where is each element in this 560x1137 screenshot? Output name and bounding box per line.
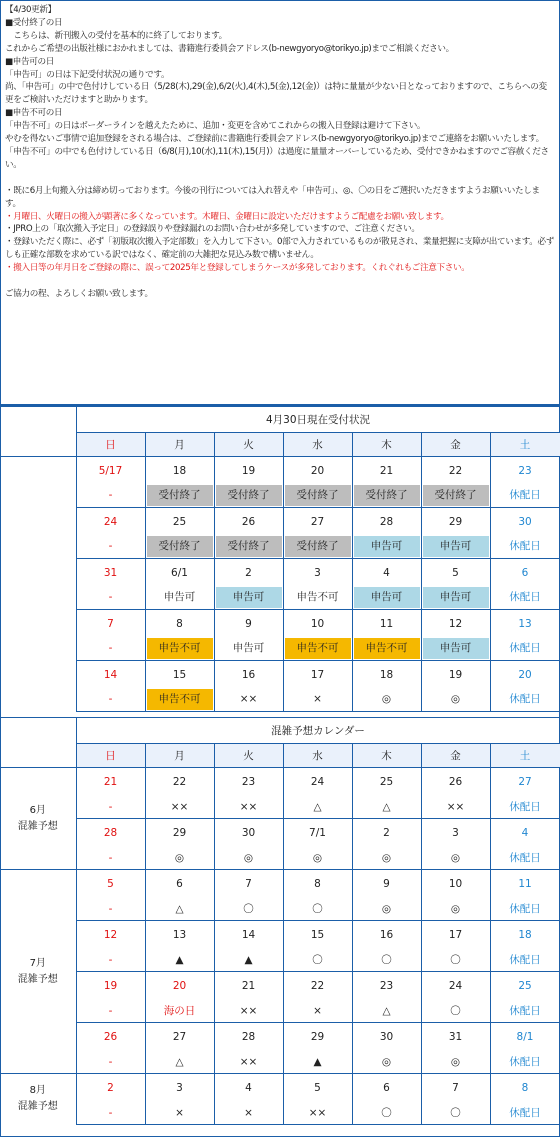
day-forecast: △ — [145, 898, 214, 921]
day-status — [214, 587, 283, 610]
day-number: 22 — [283, 972, 352, 1000]
week-row — [0, 972, 560, 1000]
day-number: 13 — [145, 921, 214, 949]
day-number: 21 — [76, 768, 145, 796]
day-forecast: △ — [352, 796, 421, 819]
day-forecast: ◎ — [352, 898, 421, 921]
week-status-row — [0, 485, 560, 508]
day-number: 28 — [214, 1023, 283, 1051]
week-status-row — [0, 1000, 560, 1023]
day-forecast: - — [76, 796, 145, 819]
day-number: 11 — [490, 870, 560, 898]
week-row — [0, 1074, 560, 1102]
day-number: 30 — [490, 508, 560, 536]
day-forecast: 休配日 — [490, 847, 560, 870]
status-badge: ◎ — [381, 693, 392, 706]
day-number: 27 — [490, 768, 560, 796]
day-number: 6/1 — [145, 559, 214, 587]
weekday-header: 火 — [214, 744, 283, 768]
day-number: 8 — [283, 870, 352, 898]
day-forecast: ×× — [421, 796, 490, 819]
day-number: 24 — [421, 972, 490, 1000]
day-number: 15 — [145, 661, 214, 689]
status-badge: ◎ — [450, 693, 461, 706]
day-status — [283, 587, 352, 610]
day-status — [214, 536, 283, 559]
day-status — [352, 536, 421, 559]
month-label — [0, 1074, 76, 1125]
day-number: 12 — [421, 610, 490, 638]
day-number: 14 — [214, 921, 283, 949]
day-forecast: 〇 — [421, 1000, 490, 1023]
day-number: 14 — [76, 661, 145, 689]
day-status — [352, 485, 421, 508]
day-number: 7 — [214, 870, 283, 898]
week-status-row — [0, 796, 560, 819]
weekday-header: 土 — [490, 433, 560, 457]
notice-line: ・搬入日等の年月日をご登録の際に、誤って2025年と登録してしまうケースが多発しております。くれぐれもご注意下さい。 — [5, 263, 470, 274]
status-badge: 申告可 — [423, 587, 489, 608]
notice-line: ・JPRO上の「取次搬入予定日」の登録誤りや登録漏れのお問い合わせが多発していますので、ご注意ください。 — [5, 224, 420, 235]
day-number: 28 — [352, 508, 421, 536]
week-status-row — [0, 689, 560, 712]
status-badge: 受付終了 — [216, 536, 282, 557]
day-forecast: ◎ — [214, 847, 283, 870]
day-status — [283, 485, 352, 508]
day-number: 18 — [490, 921, 560, 949]
day-number: 9 — [352, 870, 421, 898]
day-number: 29 — [145, 819, 214, 847]
day-number: 6 — [145, 870, 214, 898]
day-forecast: 〇 — [283, 898, 352, 921]
notice-line: 「申告不可」の中でも色付けしている日（6/8(月),10(水),11(木),15(月)）は過度に量量オーバーしているため、受付できかねますのでご容赦ください。 — [5, 146, 549, 170]
week-row — [0, 921, 560, 949]
day-forecast: △ — [145, 1051, 214, 1074]
day-forecast: - — [76, 847, 145, 870]
notice-line: こちらは、新刊搬入の受付を基本的に終了しております。 — [5, 30, 227, 41]
day-status — [490, 536, 560, 559]
notice-line: ・月曜日、火曜日の搬入が顕著に多くなっています。木曜日、金曜日に設定いただけますようご配慮をお願い致します。 — [5, 211, 449, 222]
day-number: 16 — [352, 921, 421, 949]
day-number: 24 — [283, 768, 352, 796]
weekday-header: 金 — [421, 433, 490, 457]
week-status-row — [0, 587, 560, 610]
day-number: 8/1 — [490, 1023, 560, 1051]
day-number: 7 — [76, 610, 145, 638]
month-label — [0, 870, 76, 1074]
day-number: 2 — [214, 559, 283, 587]
notice-line: ■申告可の日 — [5, 56, 54, 67]
day-number: 19 — [76, 972, 145, 1000]
day-number: 12 — [76, 921, 145, 949]
status-badge: ×× — [239, 693, 258, 706]
month-label-line: 混雑予想 — [17, 1101, 58, 1113]
day-forecast: 〇 — [214, 898, 283, 921]
notice-line: 尚、「申告可」の中で色付けしている日（5/28(木),29(金),6/2(火),4(木),5(金),12(金)）は特に量量が少ない日となっておりますので、こちらへの変更をご検討いただけますと助かります。 — [5, 82, 547, 106]
week-row — [0, 819, 560, 847]
day-forecast: 休配日 — [490, 949, 560, 972]
status-badge: 申告不可 — [285, 638, 351, 659]
month-label-line: 8月 — [29, 1085, 46, 1097]
status-badge: - — [108, 540, 113, 553]
week-status-row — [0, 898, 560, 921]
day-forecast: ◎ — [352, 847, 421, 870]
day-number: 13 — [490, 610, 560, 638]
day-number: 31 — [421, 1023, 490, 1051]
reception-status-table — [0, 406, 560, 712]
day-status — [352, 638, 421, 661]
status-badge: 受付終了 — [423, 485, 489, 506]
day-forecast: 〇 — [352, 949, 421, 972]
day-number: 3 — [421, 819, 490, 847]
status-badge: 申告可 — [423, 536, 489, 557]
weekday-header: 土 — [490, 744, 560, 768]
day-forecast: × — [283, 1000, 352, 1023]
notice-line: ■受付終了の日 — [5, 17, 63, 28]
day-forecast: ×× — [214, 1000, 283, 1023]
day-status — [421, 689, 490, 712]
notice-line: ・既に6月上旬搬入分は締め切っております。今後の刊行については入れ替えや「申告可」、◎、〇の日をご選択いただきますようお願いいたします。 — [5, 185, 540, 209]
status-badge: - — [108, 693, 113, 706]
week-row — [0, 508, 560, 536]
day-forecast: 休配日 — [490, 796, 560, 819]
month-label-line: 混雑予想 — [17, 820, 58, 832]
month-label-line: 7月 — [29, 957, 46, 969]
status-badge: 申告可 — [423, 638, 489, 659]
day-status — [283, 638, 352, 661]
notice-line: これからご希望の出版社様におかれましては、書籍進行委員会アドレス(b-newgyoryo@torikyo.jp)までご相談ください。 — [5, 43, 454, 54]
day-number: 11 — [352, 610, 421, 638]
day-status — [214, 689, 283, 712]
weekday-header: 月 — [145, 433, 214, 457]
day-forecast: - — [76, 1051, 145, 1074]
week-status-row — [0, 536, 560, 559]
day-number: 5 — [283, 1074, 352, 1102]
status-badge: 申告可 — [354, 587, 420, 608]
day-number: 16 — [214, 661, 283, 689]
day-number: 18 — [352, 661, 421, 689]
weekday-header: 火 — [214, 433, 283, 457]
status-badge: 申告可 — [232, 642, 265, 655]
notice-line: ・登録いただく際に、必ず「初版取次搬入予定部数」を入力して下さい。0部で入力されているものが散見され、業量把握に支障が出ています。必ずしも正確な部数を求めている訳ではなく、確定前の大雑把な見込み数で構いません。 — [5, 237, 555, 261]
status-badge: 申告不可 — [354, 638, 420, 659]
month-label-line: 混雑予想 — [17, 973, 58, 985]
day-forecast: 休配日 — [490, 1000, 560, 1023]
week-row — [0, 610, 560, 638]
day-status — [490, 689, 560, 712]
day-forecast: × — [214, 1102, 283, 1125]
status-badge: 受付終了 — [147, 485, 213, 506]
notice-line: やむを得ないご事情で追加登録をされる場合は、ご登録前に書籍進行委員会アドレス(b-newgyoryo@torikyo.jp)までご連絡をお願いいたします。 — [5, 134, 544, 145]
month-label — [0, 768, 76, 870]
day-forecast: △ — [352, 1000, 421, 1023]
week-row — [0, 870, 560, 898]
day-number: 4 — [352, 559, 421, 587]
status-badge: - — [108, 591, 113, 604]
day-number: 30 — [352, 1023, 421, 1051]
day-status — [76, 587, 145, 610]
day-number: 25 — [145, 508, 214, 536]
status-badge: 受付終了 — [354, 485, 420, 506]
calendar-title: 4月30日現在受付状況 — [76, 407, 560, 433]
weekday-header: 日 — [76, 433, 145, 457]
status-badge: 休配日 — [509, 591, 541, 604]
day-forecast: 休配日 — [490, 898, 560, 921]
day-forecast: ◎ — [421, 898, 490, 921]
day-number: 20 — [145, 972, 214, 1000]
status-badge: 申告可 — [354, 536, 420, 557]
status-badge: 申告不可 — [147, 638, 213, 659]
day-status — [76, 485, 145, 508]
week-row — [0, 457, 560, 485]
day-number: 2 — [76, 1074, 145, 1102]
status-badge: 休配日 — [509, 540, 541, 553]
day-forecast: - — [76, 898, 145, 921]
status-badge: - — [108, 642, 113, 655]
day-number: 27 — [145, 1023, 214, 1051]
day-status — [352, 587, 421, 610]
day-number: 25 — [352, 768, 421, 796]
week-status-row — [0, 847, 560, 870]
status-badge: 受付終了 — [147, 536, 213, 557]
weekday-header: 水 — [283, 744, 352, 768]
notice-line: ■申告不可の日 — [5, 108, 63, 119]
notice-line — [5, 275, 555, 288]
status-badge: 受付終了 — [216, 485, 282, 506]
day-number: 31 — [76, 559, 145, 587]
day-number: 22 — [145, 768, 214, 796]
day-number: 19 — [421, 661, 490, 689]
status-badge: 受付終了 — [285, 536, 351, 557]
status-badge: 申告可 — [163, 591, 196, 604]
day-number: 23 — [490, 457, 560, 485]
day-number: 22 — [421, 457, 490, 485]
day-forecast: × — [145, 1102, 214, 1125]
day-number: 26 — [214, 508, 283, 536]
day-number: 9 — [214, 610, 283, 638]
week-row — [0, 1023, 560, 1051]
day-number: 27 — [283, 508, 352, 536]
day-status — [490, 485, 560, 508]
day-number: 8 — [145, 610, 214, 638]
day-number: 10 — [283, 610, 352, 638]
day-status — [145, 536, 214, 559]
day-number: 5 — [421, 559, 490, 587]
day-number: 30 — [214, 819, 283, 847]
day-number: 25 — [490, 972, 560, 1000]
status-badge: 休配日 — [509, 642, 541, 655]
day-number: 21 — [214, 972, 283, 1000]
congestion-forecast-table — [0, 717, 560, 1125]
day-number: 10 — [421, 870, 490, 898]
day-status — [421, 536, 490, 559]
day-number: 24 — [76, 508, 145, 536]
day-status — [214, 485, 283, 508]
day-number: 29 — [421, 508, 490, 536]
notice-line: 「申告不可」の日はボーダーラインを越えたために、追加・変更を含めてこれからの搬入日登録は避けて下さい。 — [5, 121, 426, 132]
day-number: 17 — [421, 921, 490, 949]
day-forecast: - — [76, 1102, 145, 1125]
day-forecast: ×× — [214, 1051, 283, 1074]
day-forecast: 休配日 — [490, 1051, 560, 1074]
week-row — [0, 768, 560, 796]
day-status — [76, 638, 145, 661]
status-badge: 受付終了 — [285, 485, 351, 506]
day-forecast: 休配日 — [490, 1102, 560, 1125]
status-badge: 休配日 — [509, 489, 541, 502]
table-corner — [0, 407, 76, 457]
week-row — [0, 661, 560, 689]
day-number: 6 — [352, 1074, 421, 1102]
day-status — [421, 485, 490, 508]
status-badge: 申告不可 — [147, 689, 213, 710]
day-number: 20 — [490, 661, 560, 689]
table-corner — [0, 718, 76, 768]
status-badge: × — [313, 693, 322, 706]
day-number: 23 — [352, 972, 421, 1000]
day-number: 4 — [490, 819, 560, 847]
weekday-header: 月 — [145, 744, 214, 768]
day-number: 3 — [145, 1074, 214, 1102]
day-number: 28 — [76, 819, 145, 847]
day-forecast: - — [76, 1000, 145, 1023]
weekday-header: 水 — [283, 433, 352, 457]
day-number: 29 — [283, 1023, 352, 1051]
week-status-row — [0, 1102, 560, 1125]
day-forecast: ▲ — [214, 949, 283, 972]
day-forecast: ×× — [145, 796, 214, 819]
day-status — [490, 638, 560, 661]
weekday-header: 木 — [352, 433, 421, 457]
day-number: 17 — [283, 661, 352, 689]
day-status — [76, 689, 145, 712]
day-forecast: 〇 — [283, 949, 352, 972]
weekday-header: 金 — [421, 744, 490, 768]
day-status — [76, 536, 145, 559]
day-number: 20 — [283, 457, 352, 485]
day-forecast: 海の日 — [145, 1000, 214, 1023]
day-status — [145, 689, 214, 712]
week-status-row — [0, 638, 560, 661]
status-badge: - — [108, 489, 113, 502]
day-number: 3 — [283, 559, 352, 587]
day-number: 7 — [421, 1074, 490, 1102]
day-number: 6 — [490, 559, 560, 587]
notice-line — [5, 172, 555, 185]
day-status — [283, 536, 352, 559]
day-number: 18 — [145, 457, 214, 485]
update-notice — [1, 1, 559, 404]
day-number: 23 — [214, 768, 283, 796]
day-forecast: ▲ — [145, 949, 214, 972]
week-row — [0, 559, 560, 587]
notice-line: 【4/30更新】 — [5, 5, 56, 15]
day-number: 26 — [421, 768, 490, 796]
day-status — [421, 587, 490, 610]
day-forecast: ◎ — [352, 1051, 421, 1074]
status-badge: 申告不可 — [296, 591, 339, 604]
day-status — [145, 485, 214, 508]
day-number: 8 — [490, 1074, 560, 1102]
day-number: 7/1 — [283, 819, 352, 847]
day-number: 5 — [76, 870, 145, 898]
day-forecast: ▲ — [283, 1051, 352, 1074]
notice-line: 「申告可」の日は下記受付状況の通りです。 — [5, 69, 170, 80]
month-label-line: 6月 — [29, 804, 46, 816]
week-status-row — [0, 949, 560, 972]
day-status — [421, 638, 490, 661]
day-forecast: ×× — [214, 796, 283, 819]
day-forecast: ×× — [283, 1102, 352, 1125]
day-number: 15 — [283, 921, 352, 949]
calendar-title: 混雑予想カレンダー — [76, 718, 560, 744]
day-number: 4 — [214, 1074, 283, 1102]
day-status — [490, 587, 560, 610]
day-forecast: 〇 — [352, 1102, 421, 1125]
day-forecast: ◎ — [421, 847, 490, 870]
status-badge: 休配日 — [509, 693, 541, 706]
day-forecast: ◎ — [145, 847, 214, 870]
notice-line: ご協力の程、よろしくお願い致します。 — [5, 288, 153, 299]
day-forecast: 〇 — [421, 949, 490, 972]
day-number: 19 — [214, 457, 283, 485]
blank-label-cell — [0, 457, 76, 712]
day-number: 2 — [352, 819, 421, 847]
day-number: 26 — [76, 1023, 145, 1051]
day-forecast: - — [76, 949, 145, 972]
weekday-header: 木 — [352, 744, 421, 768]
day-forecast: ◎ — [421, 1051, 490, 1074]
status-badge: 申告可 — [216, 587, 282, 608]
day-status — [145, 638, 214, 661]
day-status — [283, 689, 352, 712]
day-status — [214, 638, 283, 661]
day-forecast: ◎ — [283, 847, 352, 870]
day-number: 5/17 — [76, 457, 145, 485]
day-forecast: △ — [283, 796, 352, 819]
day-number: 21 — [352, 457, 421, 485]
day-forecast: 〇 — [421, 1102, 490, 1125]
day-status — [145, 587, 214, 610]
day-status — [352, 689, 421, 712]
week-status-row — [0, 1051, 560, 1074]
weekday-header: 日 — [76, 744, 145, 768]
